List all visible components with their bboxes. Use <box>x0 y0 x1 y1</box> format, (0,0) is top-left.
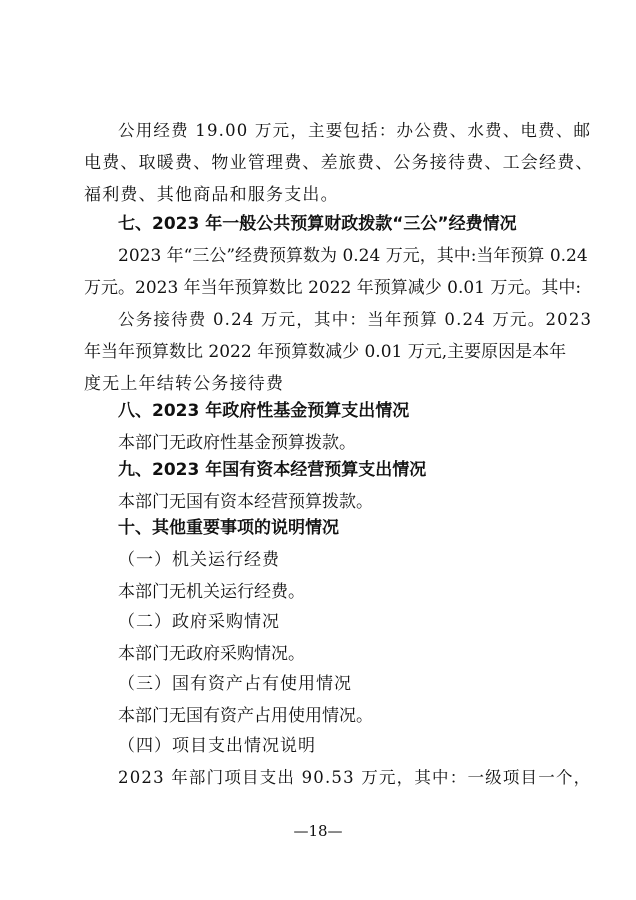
paragraph-line: 本部门无政府性基金预算拨款。 <box>118 433 356 453</box>
section-heading: 十、其他重要事项的说明情况 <box>118 518 339 538</box>
paragraph-line: 本部门无国有资本经营预算拨款。 <box>118 492 373 512</box>
subsection-title: （四）项目支出情况说明 <box>118 736 316 756</box>
paragraph-line: 2023 年“三公”经费预算数为 0.24 万元，其中:当年预算 0.24 <box>118 246 588 266</box>
paragraph-line: 本部门无机关运行经费。 <box>118 582 305 602</box>
paragraph-line: 度无上年结转公务接待费 <box>84 374 285 394</box>
page-number: —18— <box>293 822 343 840</box>
paragraph-line: 本部门无政府采购情况。 <box>118 644 305 664</box>
section-heading: 七、2023 年一般公共预算财政拨款“三公”经费情况 <box>118 214 517 234</box>
subsection-title: （一）机关运行经费 <box>118 550 280 570</box>
paragraph-line: 2023 年部门项目支出 90.53 万元，其中：一级项目一个， <box>118 768 592 787</box>
paragraph-line: 本部门无国有资产占用使用情况。 <box>118 706 373 726</box>
paragraph-line: 公用经费 19.00 万元，主要包括：办公费、水费、电费、邮 <box>118 121 592 140</box>
paragraph-line: 年当年预算数比 2022 年预算数减少 0.01 万元,主要原因是本年 <box>84 342 567 362</box>
section-heading: 八、2023 年政府性基金预算支出情况 <box>118 401 410 421</box>
paragraph-line: 公务接待费 0.24 万元，其中：当年预算 0.24 万元。2023 <box>118 310 593 329</box>
section-heading: 九、2023 年国有资本经营预算支出情况 <box>118 460 427 480</box>
paragraph-line: 万元。2023 年当年预算数比 2022 年预算减少 0.01 万元。其中: <box>84 278 582 298</box>
subsection-title: （二）政府采购情况 <box>118 612 280 632</box>
subsection-title: （三）国有资产占有使用情况 <box>118 674 352 694</box>
paragraph-line: 电费、取暖费、物业管理费、差旅费、公务接待费、工会经费、 <box>84 153 594 173</box>
paragraph-line: 福利费、其他商品和服务支出。 <box>84 185 339 205</box>
